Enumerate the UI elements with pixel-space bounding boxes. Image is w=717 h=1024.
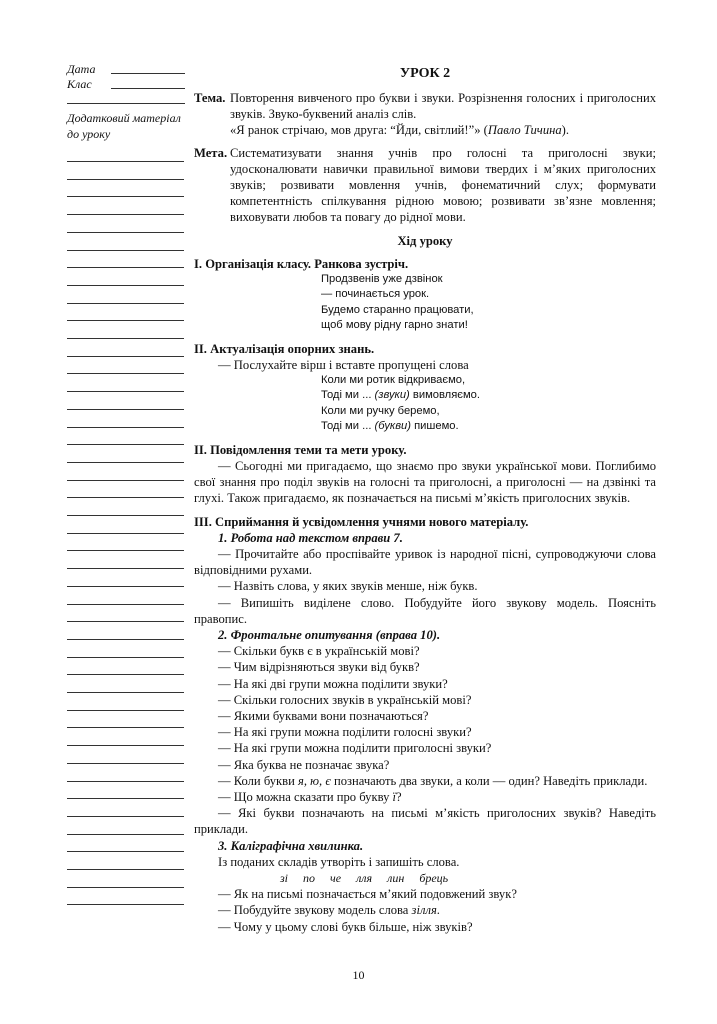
syllable: зі (280, 870, 289, 885)
question-line: — Скільки голосних звуків в українській мові? (218, 692, 472, 707)
margin-ruled-line (67, 586, 184, 587)
question-line: — Якими буквами вони позначаються? (218, 708, 429, 723)
section-3-heading: II. Повідомлення теми та мети уроку. (194, 442, 407, 457)
topic-text: Повторення вивченого про букви і звуки. Розрізнення голосних і приголосних звуків. Звуко-буквений аналіз слів. (230, 91, 656, 122)
margin-ruled-line (67, 834, 184, 835)
question-line: — На які групи можна поділити приголосні звуки? (218, 741, 492, 756)
topic-key: Тема. (194, 91, 226, 105)
margin-ruled-line (67, 497, 184, 498)
topic-quote: «Я ранок стрічаю, мов друга: “Йди, світлий!”» (230, 123, 481, 138)
poem-line: Коли ми ротик відкриваємо, (321, 374, 466, 387)
margin-ruled-line (67, 639, 184, 640)
topic-block (194, 90, 656, 139)
sidebar-divider-line (67, 103, 185, 104)
class-label: Клас (67, 77, 92, 91)
margin-ruled-line (67, 480, 184, 481)
task-line: — Випишіть виділене слово. Побудуйте його звукову модель. Поясніть правопис. (194, 595, 656, 626)
margin-ruled-line (67, 196, 184, 197)
section-3-text: — Сьогодні ми пригадаємо, що знаємо про звуки української мови. Поглибимо свої знання про поділ звуків на голосні та приголосні, а приголосні — на дзвінкі та глухі. Також пригадаємо, як позначається на письмі м’якість приголосних звуків. (194, 458, 656, 506)
margin-ruled-line (67, 621, 184, 622)
task-line: — Прочитайте або проспівайте уривок із народної пісні, супроводжуючи слова відповідними рухами. (194, 546, 656, 578)
question-line: — Які букви позначають на письмі м’якість приголосних звуків? Наведіть приклади. (194, 806, 656, 837)
syllable: брець (419, 870, 449, 885)
poem-text: вимовляємо. (409, 389, 480, 402)
question-word: зілля (411, 903, 437, 918)
poem-text: Тоді ми ... (321, 420, 375, 433)
margin-ruled-line (67, 427, 184, 428)
margin-ruled-line (67, 303, 184, 304)
margin-ruled-line (67, 727, 184, 728)
section-1-heading: I. Організація класу. Ранкова зустріч. (194, 256, 409, 271)
aim-key: Мета. (194, 145, 228, 160)
margin-ruled-line (67, 285, 184, 286)
syllable: лин (387, 870, 405, 885)
margin-ruled-line (67, 250, 184, 251)
poem-line: щоб мову рідну гарно знати! (321, 319, 468, 332)
margin-ruled-line (67, 462, 184, 463)
question-line: — Скільки букв є в українській мові? (218, 644, 420, 659)
date-label: Дата (67, 62, 96, 76)
sounds-poem (194, 373, 656, 435)
question-line: — Яка буква не позначає звука? (218, 757, 390, 772)
margin-ruled-line (67, 267, 184, 268)
margin-ruled-line (67, 533, 184, 534)
topic-author: Павло Тичина (487, 123, 562, 138)
class-blank-line (111, 88, 185, 89)
morning-poem (194, 272, 656, 334)
margin-ruled-line (67, 515, 184, 516)
question-line (194, 773, 656, 789)
margin-ruled-line (67, 409, 184, 410)
poem-text: Тоді ми ... (321, 389, 375, 402)
poem-line: Коли ми ручку беремо, (321, 404, 440, 417)
syllables-row (194, 870, 656, 886)
margin-ruled-line (67, 692, 184, 693)
margin-ruled-line (67, 851, 184, 852)
question-line: — Як на письмі позначається м’який подовжений звук? (218, 887, 517, 902)
margin-ruled-line (67, 356, 184, 357)
lesson-content (194, 64, 656, 935)
margin-ruled-line (67, 444, 184, 445)
poem-answer: (звуки) (374, 389, 410, 402)
question-text: — Коли букви (218, 773, 298, 788)
question-letters: я, ю, є (298, 773, 331, 788)
question-line (194, 789, 656, 805)
task-line: Із поданих складів утворіть і запишіть слова. (218, 854, 460, 869)
margin-ruled-line (67, 798, 184, 799)
page-number: 10 (352, 968, 365, 982)
poem-line: Продзвенів уже дзвінок (321, 273, 443, 286)
topic-value: Повторення вивченого про букви і звуки. Розрізнення голосних і приголосних звуків. Звуко-буквений аналіз слів. «Я ранок стрічаю, мов друга: “Йди, світлий!”» (Павло Тичина). (230, 91, 656, 138)
margin-ruled-line (67, 710, 184, 711)
question-text: позначають два звуки, а коли — один? Наведіть приклади. (330, 773, 648, 788)
lesson-title: УРОК 2 (399, 66, 451, 81)
margin-ruled-line (67, 232, 184, 233)
margin-ruled-line (67, 781, 184, 782)
margin-ruled-line (67, 745, 184, 746)
class-row (67, 77, 185, 92)
margin-ruled-line (67, 320, 184, 321)
question-line: — На які групи можна поділити голосні звуки? (218, 725, 472, 740)
margin-ruled-line (67, 338, 184, 339)
margin-ruled-line (67, 816, 184, 817)
question-line: — На які дві групи можна поділити звуки? (218, 676, 448, 691)
poem-line (321, 419, 656, 434)
section-4-heading: III. Сприймання й усвідомлення учнями нового матеріалу. (194, 514, 529, 529)
poem-line (321, 388, 656, 403)
date-blank-line (111, 73, 185, 74)
margin-ruled-line (67, 161, 184, 162)
margin-sidebar (67, 62, 185, 142)
question-text: ? (396, 789, 402, 804)
task-3-heading: 3. Каліграфічна хвилинка. (218, 838, 364, 853)
poem-answer: (букви) (374, 420, 411, 433)
question-letters: ї (392, 789, 397, 804)
margin-ruled-line (67, 887, 184, 888)
margin-ruled-line (67, 373, 184, 374)
syllable: че (330, 870, 342, 885)
margin-ruled-line (67, 904, 184, 905)
task-1-heading: 1. Робота над текстом вправи 7. (218, 530, 403, 545)
syllable: по (303, 870, 316, 885)
task-2-heading: 2. Фронтальне опитування (вправа 10). (218, 627, 441, 642)
question-text: — Побудуйте звукову модель слова (218, 903, 412, 918)
margin-ruled-line (67, 179, 184, 180)
question-line: — Чому у цьому слові букв більше, ніж звуків? (218, 919, 473, 934)
aim-text: Систематизувати знання учнів про голосні та приголосні звуки; удосконалювати навички правильної вимови твердих і м’яких приголосних звуків; розвивати мовлення учнів, фонематичний слух; формувати компетентність спілкування рідною мовою; розвивати зв’язне мовлення; виховувати любов та повагу до рідної мови. (230, 145, 656, 225)
aim-block (194, 145, 656, 226)
poem-text: пишемо. (410, 420, 459, 433)
margin-ruled-line (67, 869, 184, 870)
task-line: — Назвіть слова, у яких звуків менше, ніж букв. (218, 579, 478, 594)
question-line: — Чим відрізняються звуки від букв? (218, 660, 420, 675)
question-text: — Що можна сказати про букву (218, 789, 393, 804)
margin-ruled-line (67, 550, 184, 551)
extra-material-label: Додатковий матеріал до уроку (67, 111, 181, 141)
section-2-heading: II. Актуалізація опорних знань. (194, 341, 375, 356)
poem-line: Будемо старанно працювати, (321, 303, 474, 316)
section-2-intro: — Послухайте вірш і вставте пропущені слова (218, 357, 469, 372)
question-line (194, 902, 656, 918)
date-row (67, 62, 185, 77)
margin-ruled-line (67, 214, 184, 215)
lesson-progress-heading: Хід уроку (397, 233, 453, 248)
question-text: . (436, 903, 440, 918)
poem-line: — починається урок. (321, 288, 430, 301)
syllable: лля (356, 870, 373, 885)
margin-ruled-line (67, 674, 184, 675)
margin-ruled-line (67, 568, 184, 569)
margin-ruled-line (67, 763, 184, 764)
margin-ruled-line (67, 657, 184, 658)
margin-ruled-line (67, 604, 184, 605)
margin-ruled-line (67, 391, 184, 392)
